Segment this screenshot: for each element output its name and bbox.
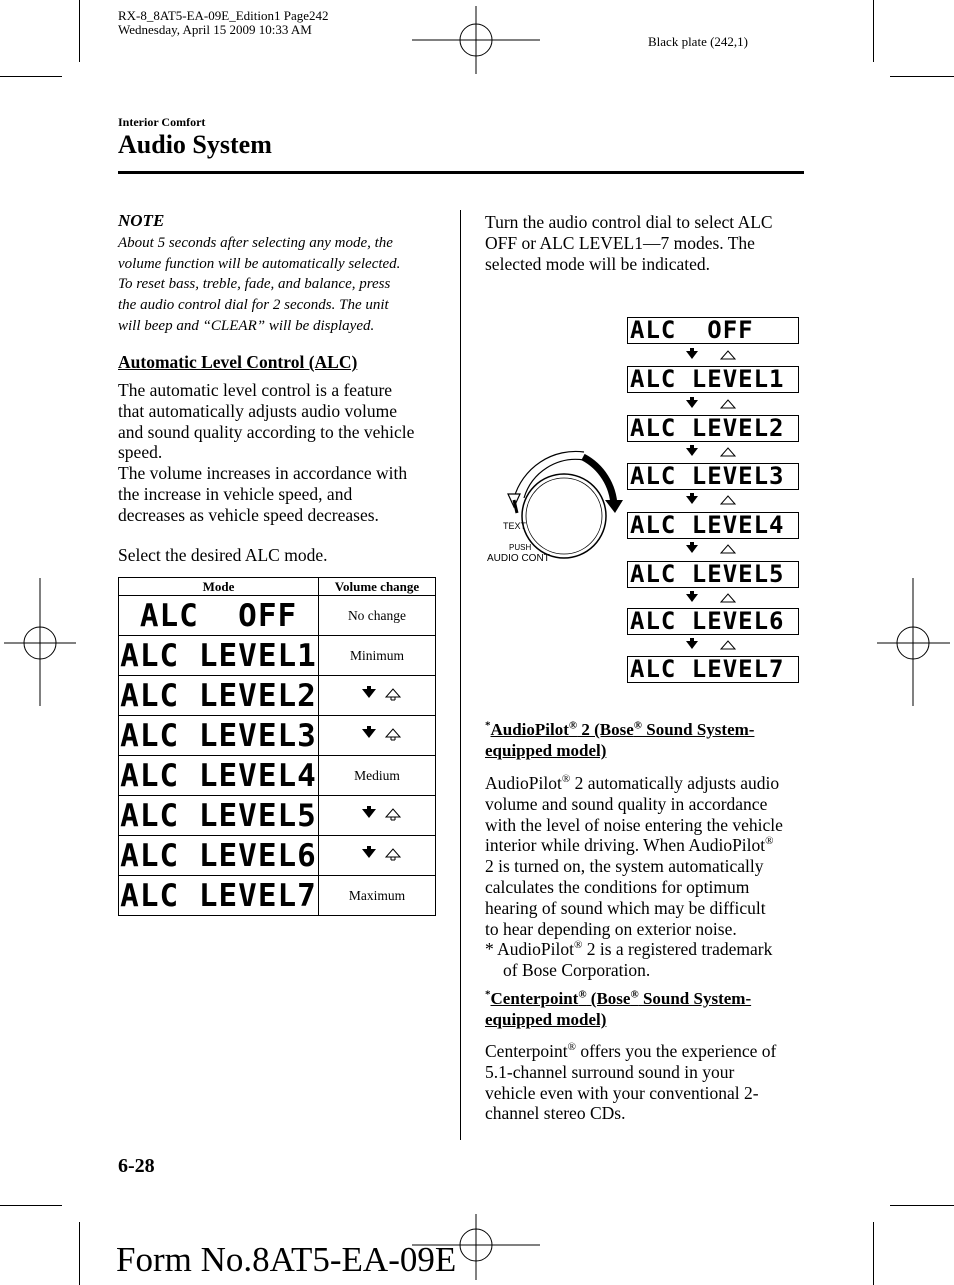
down-up-arrows-icon [342, 686, 412, 702]
down-up-arrows-icon [686, 397, 746, 411]
alc-display-level7: ALC LEVEL7 [627, 656, 799, 683]
column-divider [460, 210, 461, 1140]
centerpoint-heading: *Centerpoint® (Bose® Sound System- equipped model) [485, 988, 752, 1029]
title-rule [118, 171, 804, 174]
volume-change-cell: No change [319, 596, 436, 636]
page-title: Audio System [118, 130, 272, 159]
text-label: TEXT [503, 521, 527, 531]
alc-display-level4: ALC LEVEL4 [627, 512, 799, 539]
dial-instructions: Turn the audio control dial to select ALC OFF or ALC LEVEL1―7 modes. The selected mode will be indicated. [485, 212, 773, 274]
volume-change-cell [319, 676, 436, 716]
alc-mode-table [118, 577, 436, 916]
alc-display-off: ALC OFF [627, 317, 799, 344]
alc-display-level3: ALC LEVEL3 [627, 463, 799, 490]
down-up-arrows-icon [686, 348, 746, 362]
form-number: Form No.8AT5-EA-09E [116, 1240, 457, 1279]
down-up-arrows-icon [686, 493, 746, 507]
select-mode-text: Select the desired ALC mode. [118, 545, 328, 565]
down-up-arrows-icon [686, 542, 746, 556]
mode-cell: ALC OFF [119, 596, 319, 636]
centerpoint-description: Centerpoint® offers you the experience of 5.1-channel surround sound in your vehicle even with your conventional 2- channel stereo CDs. [485, 1041, 777, 1124]
mode-cell: ALC LEVEL5 [120, 797, 317, 834]
table-row [119, 796, 436, 836]
print-date-line: Wednesday, April 15 2009 10:33 AM [118, 22, 312, 37]
mode-cell: ALC LEVEL4 [120, 757, 317, 794]
down-up-arrows-icon [686, 445, 746, 459]
table-row [119, 756, 436, 796]
volume-change-cell [319, 716, 436, 756]
down-up-arrows-icon [342, 806, 412, 822]
mode-cell: ALC LEVEL1 [120, 637, 317, 674]
down-up-arrows-icon [342, 846, 412, 862]
alc-display-level2: ALC LEVEL2 [627, 415, 799, 442]
volume-change-cell: Maximum [319, 876, 436, 916]
table-row [119, 676, 436, 716]
volume-change-cell [319, 836, 436, 876]
print-job-line: RX-8_8AT5-EA-09E_Edition1 Page242 [118, 8, 329, 23]
down-up-arrows-icon [686, 638, 746, 652]
mode-cell: ALC LEVEL7 [120, 877, 317, 914]
black-plate-label: Black plate (242,1) [648, 34, 748, 49]
volume-change-cell: Minimum [319, 636, 436, 676]
table-row [119, 716, 436, 756]
section-label: Interior Comfort [118, 115, 206, 129]
note-label: NOTE [118, 211, 165, 230]
audiopilot-description: AudioPilot® 2 automatically adjusts audio volume and sound quality in accordance with the level of noise entering the vehicle interior while driving. When AudioPilot® 2 is turned on, the system automatically calculates the conditions for optimum hearing of sound which may be difficult to hear depending on exterior noise. * AudioPilot® 2 is a registered trademark of Bose Corporation. [485, 773, 783, 981]
table-row [119, 876, 436, 916]
note-text: About 5 seconds after selecting any mode, the volume function will be automatically selected. To reset bass, treble, fade, and balance, press the audio control dial for 2 seconds. The unit will beep and “CLEAR” will be displayed. [118, 235, 401, 334]
push-label: PUSH [509, 543, 532, 552]
mode-cell: ALC LEVEL3 [120, 717, 317, 754]
volume-change-cell: Medium [319, 756, 436, 796]
mode-cell: ALC LEVEL2 [120, 677, 317, 714]
audio-cont-label: AUDIO CONT [487, 553, 550, 564]
mode-column-header: Mode [119, 578, 319, 596]
alc-display-level5: ALC LEVEL5 [627, 561, 799, 588]
down-up-arrows-icon [342, 726, 412, 742]
alc-heading: Automatic Level Control (ALC) [118, 352, 358, 372]
down-up-arrows-icon [686, 591, 746, 605]
mode-cell: ALC LEVEL6 [120, 837, 317, 874]
table-row [119, 836, 436, 876]
alc-display-level6: ALC LEVEL6 [627, 608, 799, 635]
volume-change-column-header: Volume change [319, 578, 436, 596]
audiopilot-heading: *AudioPilot® 2 (Bose® Sound System- equipped model) [485, 719, 755, 760]
dial-knob [522, 474, 606, 558]
table-row [119, 636, 436, 676]
volume-change-cell [319, 796, 436, 836]
page-number: 6-28 [118, 1155, 155, 1177]
alc-description: The automatic level control is a feature that automatically adjusts audio volume and sound quality according to the vehicle speed. The volume increases in accordance with the increase in vehicle speed, and decreases as vehicle speed decreases. [118, 380, 415, 525]
table-row [119, 596, 436, 636]
alc-display-level1: ALC LEVEL1 [627, 366, 799, 393]
